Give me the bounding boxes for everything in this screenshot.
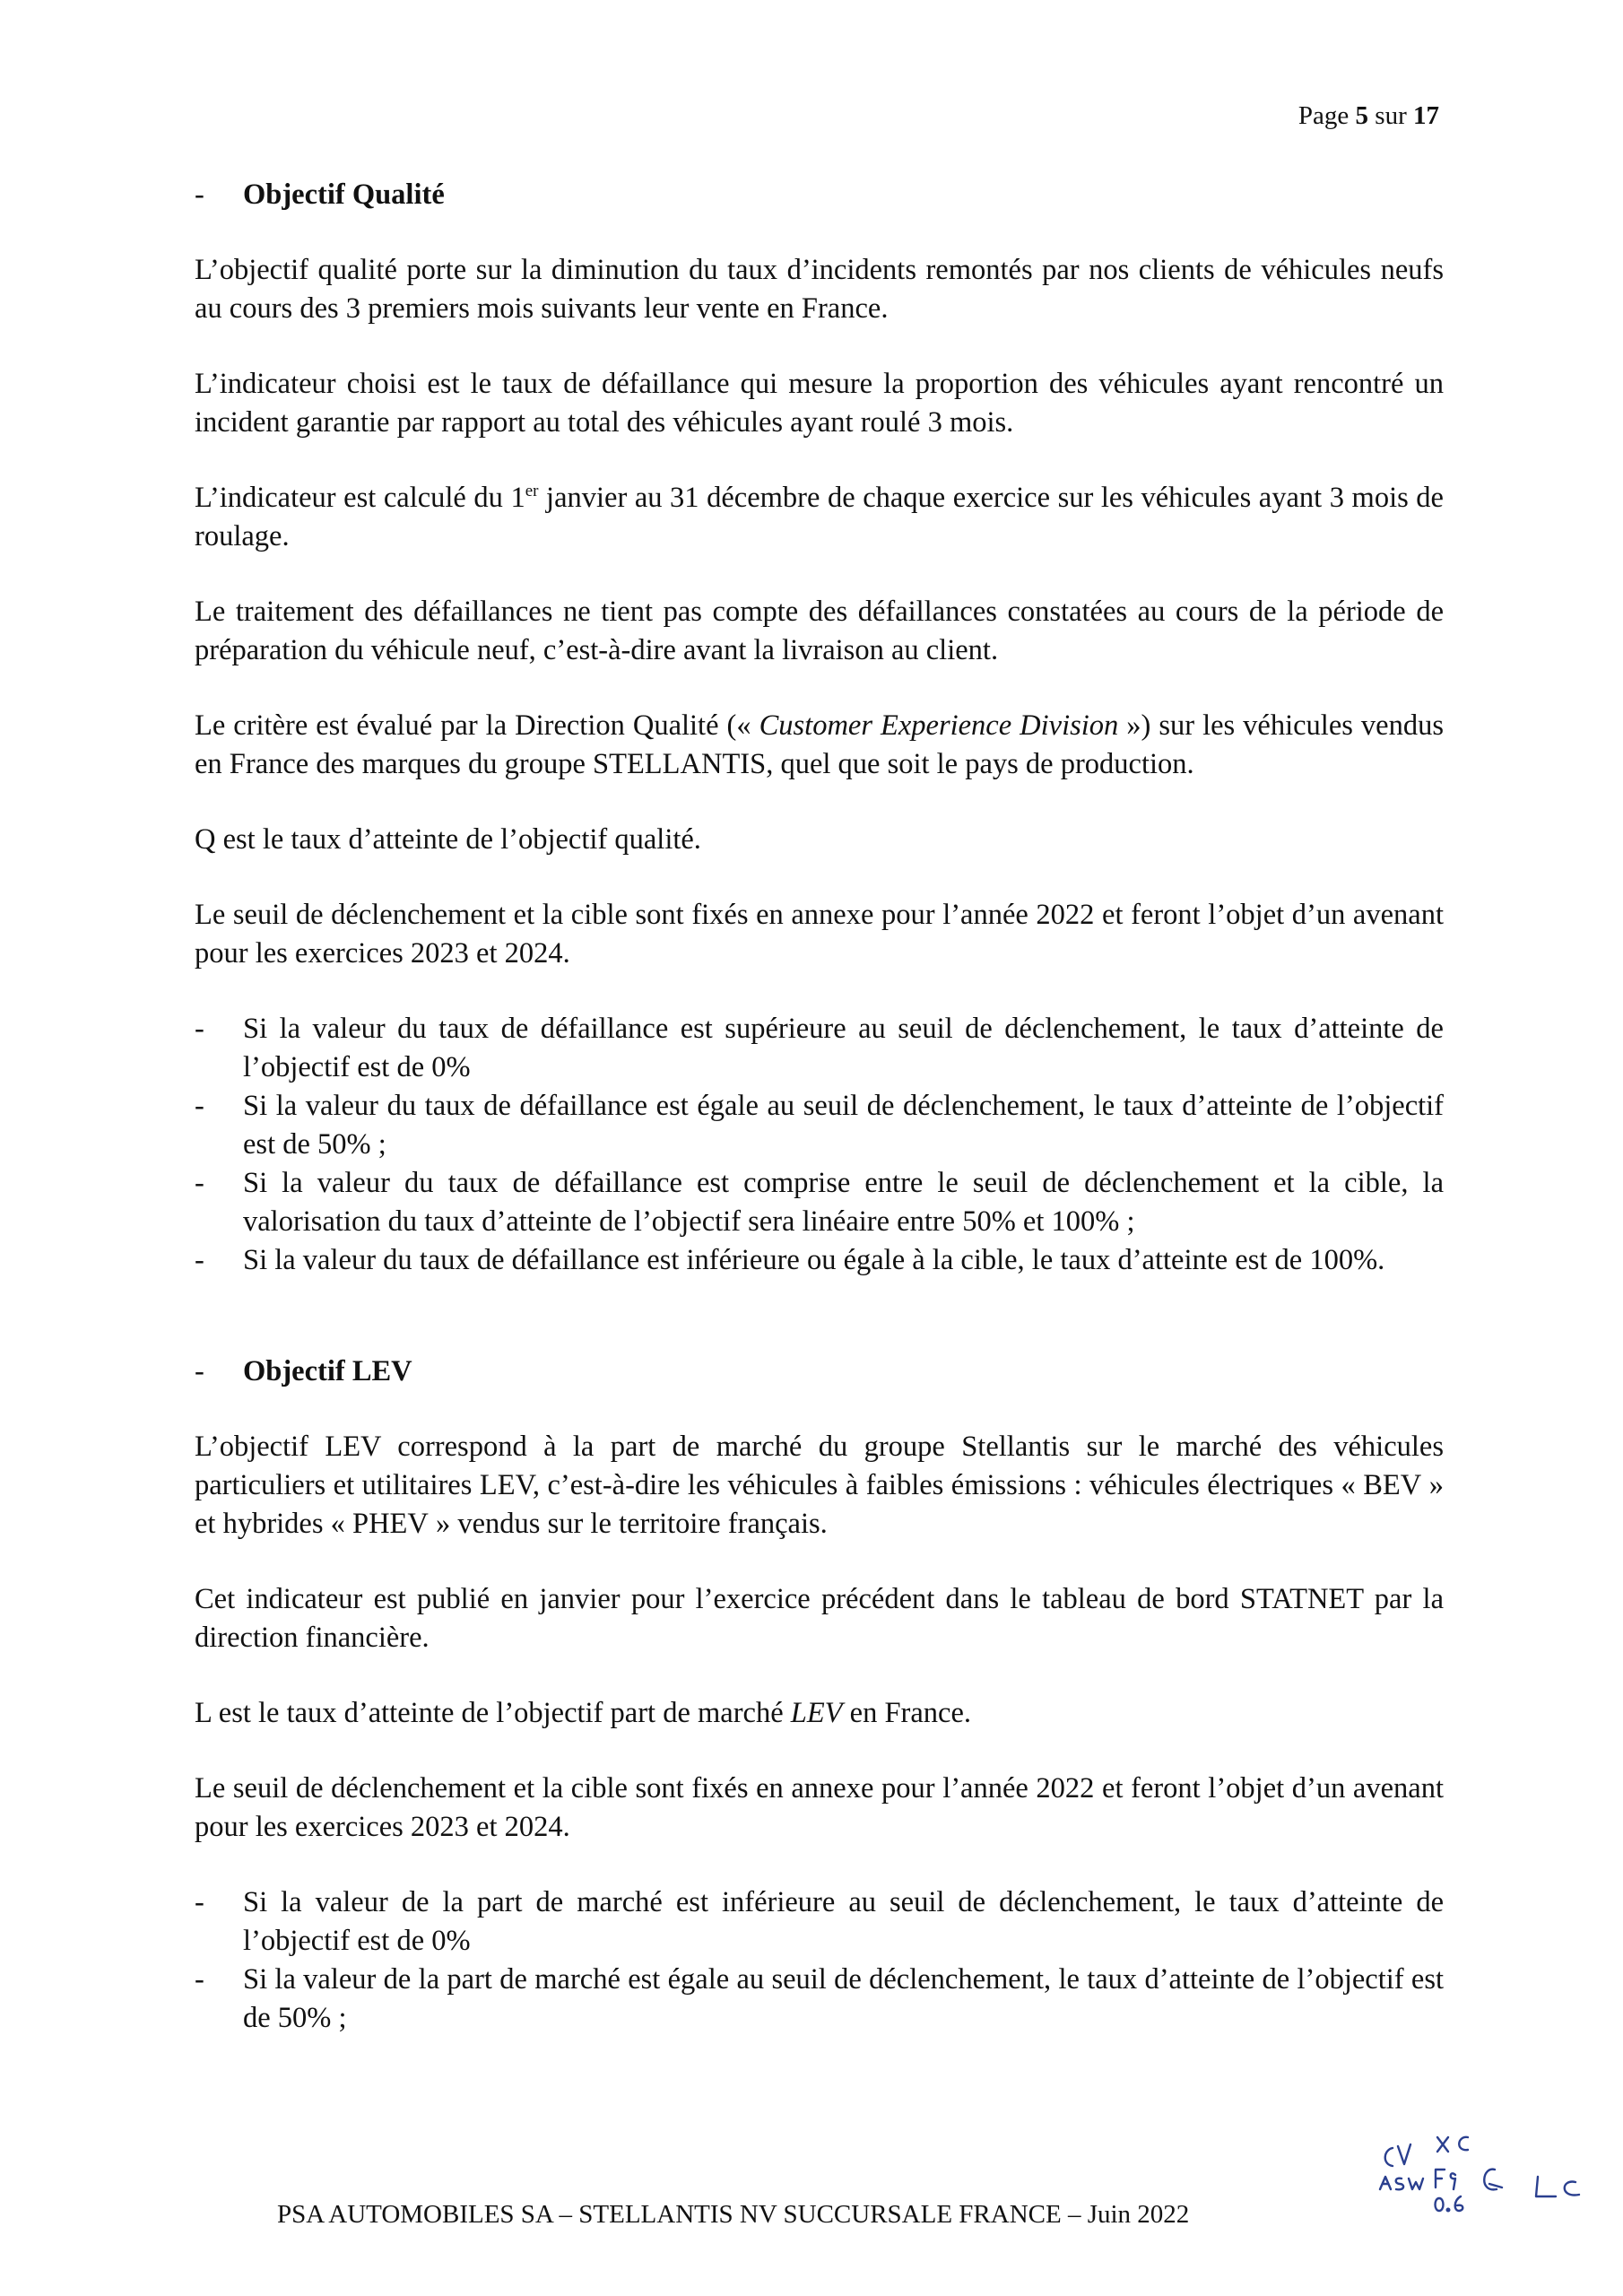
- section-title: Objectif LEV: [243, 1355, 412, 1387]
- current-page: 5: [1355, 101, 1369, 130]
- bullet-list-qualite: [195, 1010, 1444, 1280]
- bullet-dash: -: [195, 1167, 204, 1199]
- section-heading-qualite: [195, 176, 1444, 214]
- section-heading-lev: [195, 1352, 1444, 1391]
- heading-dash: -: [195, 178, 204, 211]
- heading-dash: -: [195, 1355, 204, 1387]
- paragraph: Le traitement des défaillances ne tient pas compte des défaillances constatées au cours de la période de préparation du véhicule neuf, c’est-à-dire avant la livraison au client.: [195, 596, 1444, 666]
- italic-term: LEV: [790, 1697, 843, 1729]
- list-item: - Si la valeur de la part de marché est égale au seuil de déclenchement, le taux d’atteinte de l’objectif est de 50% ;: [195, 1961, 1444, 2038]
- bullet-dash: -: [195, 1090, 204, 1122]
- paragraph: Q est le taux d’atteinte de l’objectif qualité.: [195, 823, 701, 856]
- bullet-dash: -: [195, 1886, 204, 1918]
- bullet-dash: -: [195, 1013, 204, 1045]
- bullet-dash: -: [195, 1244, 204, 1276]
- section-title: Objectif Qualité: [243, 178, 445, 211]
- paragraph: L est le taux d’atteinte de l’objectif part de marché LEV en France.: [195, 1697, 972, 1729]
- page-number: Page 5 sur 17: [1298, 101, 1439, 130]
- paragraph: Le seuil de déclenchement et la cible sont fixés en annexe pour l’année 2022 et feront l’objet d’un avenant pour les exercices 2023 et 2024.: [195, 1772, 1444, 1843]
- paragraph: Cet indicateur est publié en janvier pour l’exercice précédent dans le tableau de bord STATNET par la direction financière.: [195, 1583, 1444, 1654]
- list-item: - Si la valeur de la part de marché est inférieure au seuil de déclenchement, le taux d’atteinte de l’objectif est de 0%: [195, 1883, 1444, 1961]
- superscript: er: [525, 482, 539, 501]
- paragraph: L’objectif qualité porte sur la diminution du taux d’incidents remontés par nos clients de véhicules neufs au cours des 3 premiers mois suivants leur vente en France.: [195, 254, 1444, 325]
- paragraph: L’indicateur est calculé du 1er janvier au 31 décembre de chaque exercice sur les véhicules ayant 3 mois de roulage.: [195, 482, 1444, 552]
- total-pages: 17: [1413, 101, 1439, 130]
- bullet-dash: -: [195, 1963, 204, 1996]
- italic-term: Customer Experience Division: [759, 709, 1119, 742]
- list-item: - Si la valeur du taux de défaillance est comprise entre le seuil de déclenchement et la cible, la valorisation du taux d’atteinte de l’objectif sera linéaire entre 50% et 100% ;: [195, 1164, 1444, 1241]
- page-content: [195, 176, 1444, 2038]
- list-item: - Si la valeur du taux de défaillance est supérieure au seuil de déclenchement, le taux d’atteinte de l’objectif est de 0%: [195, 1010, 1444, 1087]
- list-item: - Si la valeur du taux de défaillance est inférieure ou égale à la cible, le taux d’atteinte est de 100%.: [195, 1241, 1444, 1280]
- page-footer: PSA AUTOMOBILES SA – STELLANTIS NV SUCCURSALE FRANCE – Juin 2022: [277, 2200, 1190, 2229]
- paragraph: Le seuil de déclenchement et la cible sont fixés en annexe pour l’année 2022 et feront l’objet d’un avenant pour les exercices 2023 et 2024.: [195, 899, 1444, 970]
- bullet-list-lev: [195, 1883, 1444, 2038]
- list-item: - Si la valeur du taux de défaillance est égale au seuil de déclenchement, le taux d’atteinte de l’objectif est de 50% ;: [195, 1087, 1444, 1164]
- paragraph: L’objectif LEV correspond à la part de marché du groupe Stellantis sur le marché des véhicules particuliers et utilitaires LEV, c’est-à-dire les véhicules à faibles émissions : véhicules électriques « BEV » et hybrides « PHEV » vendus sur le territoire français.: [195, 1431, 1444, 1540]
- handwritten-initials: [1376, 2130, 1592, 2247]
- paragraph: Le critère est évalué par la Direction Qualité (« Customer Experience Division ») sur les véhicules vendus en France des marques du groupe STELLANTIS, quel que soit le pays de production.: [195, 709, 1444, 780]
- paragraph: L’indicateur choisi est le taux de défaillance qui mesure la proportion des véhicules ayant rencontré un incident garantie par rapport au total des véhicules ayant roulé 3 mois.: [195, 368, 1444, 439]
